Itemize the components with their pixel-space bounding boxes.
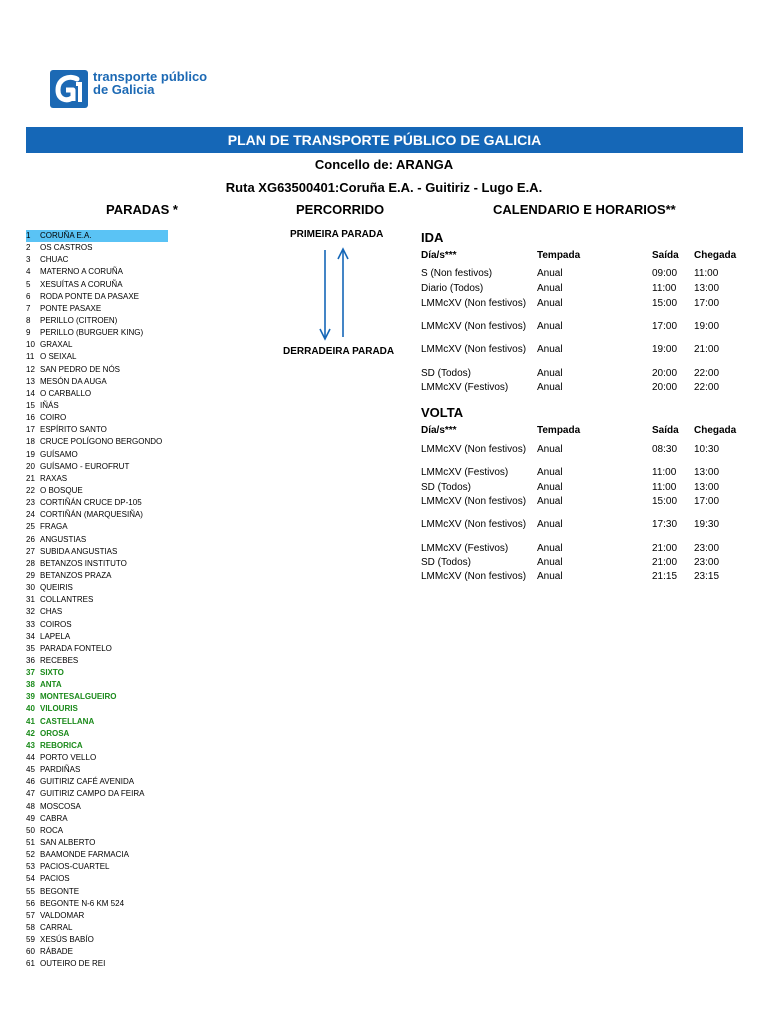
stop-number: 8: [26, 315, 31, 325]
season-cell: Anual: [537, 298, 563, 309]
stop-name: PORTO VELLO: [40, 753, 97, 763]
schedule-row: [0, 496, 768, 508]
days-cell: LMMcXV (Non festivos): [421, 298, 527, 309]
season-cell: Anual: [537, 368, 563, 379]
stop-name: GUÍSAMO: [40, 449, 78, 459]
stop-number: 54: [26, 874, 35, 884]
departure-cell: 20:00: [652, 368, 678, 379]
stop-name: BEGONTE: [40, 886, 80, 896]
days-cell: SD (Todos): [421, 482, 472, 493]
volta-col-chegada: Chegada: [694, 425, 737, 436]
stop-name: SUBIDA ANGUSTIAS: [40, 546, 118, 556]
arrival-cell: 13:00: [694, 283, 720, 294]
stop-name: CARRAL: [40, 923, 73, 933]
stop-name: REBORICA: [40, 740, 83, 750]
stop-name: SAN PEDRO DE NÓS: [40, 364, 121, 374]
stop-name: COIROS: [40, 619, 72, 629]
stop-item: [26, 716, 168, 728]
season-cell: Anual: [537, 557, 563, 568]
season-cell: Anual: [537, 571, 563, 582]
arrival-cell: 13:00: [694, 467, 720, 478]
days-cell: LMMcXV (Non festivos): [421, 344, 527, 355]
stop-number: 1: [26, 231, 31, 240]
stop-number: 19: [26, 449, 35, 459]
stop-name: O SEIXAL: [40, 352, 77, 362]
ida-col-dias: Día/s***: [421, 250, 457, 261]
arrival-cell: 11:00: [694, 268, 719, 279]
stop-number: 23: [26, 498, 35, 508]
departure-cell: 20:00: [652, 382, 678, 393]
days-cell: LMMcXV (Non festivos): [421, 321, 527, 332]
stop-name: MESÓN DA AUGA: [40, 376, 107, 386]
stop-item: [26, 886, 168, 898]
stop-name: XESÚS BABÍO: [40, 935, 94, 945]
stop-name: LAPELA: [40, 631, 71, 641]
stop-name: ANGUSTIAS: [40, 534, 87, 544]
stop-item: [26, 740, 168, 752]
days-cell: SD (Todos): [421, 557, 472, 568]
stop-item: [26, 764, 168, 776]
departure-cell: 09:00: [652, 268, 678, 279]
last-stop-label: DERRADEIRA PARADA: [283, 346, 395, 357]
season-cell: Anual: [537, 321, 563, 332]
days-cell: LMMcXV (Non festivos): [421, 571, 527, 582]
stop-number: 15: [26, 400, 35, 410]
stop-name: COIRO: [40, 413, 67, 423]
stop-name: VALDOMAR: [40, 910, 85, 920]
stop-number: 57: [26, 910, 35, 920]
stop-name: RÁBADE: [40, 947, 73, 957]
stop-number: 27: [26, 546, 35, 556]
logo-text: [93, 70, 207, 96]
stop-name: CASTELLANA: [40, 716, 95, 726]
stop-number: 10: [26, 340, 35, 350]
stop-item: [26, 606, 168, 618]
arrival-cell: 17:00: [694, 496, 720, 507]
season-cell: Anual: [537, 543, 563, 554]
schedule-row: [0, 268, 768, 280]
stop-name: COLLANTRES: [40, 595, 94, 605]
stop-number: 49: [26, 813, 35, 823]
stop-name: BETANZOS INSTITUTO: [40, 558, 127, 568]
calendario-header: CALENDARIO E HORARIOS**: [493, 202, 676, 217]
stop-item: [26, 898, 168, 910]
stop-number: 28: [26, 558, 35, 568]
stop-name: OROSA: [40, 728, 70, 738]
stop-name: OUTEIRO DE REI: [40, 959, 106, 969]
stop-number: 41: [26, 716, 35, 726]
departure-cell: 21:15: [652, 571, 678, 582]
departure-cell: 15:00: [652, 298, 678, 309]
stop-name: GUITIRIZ CAMPO DA FEIRA: [40, 789, 145, 799]
stop-name: CHAS: [40, 607, 63, 617]
stop-item: [26, 412, 168, 424]
days-cell: LMMcXV (Festivos): [421, 382, 509, 393]
days-cell: LMMcXV (Festivos): [421, 467, 509, 478]
ida-title: IDA: [421, 230, 444, 245]
stop-name: CORUÑA E.A.: [40, 231, 92, 240]
arrival-cell: 19:30: [694, 519, 720, 530]
days-cell: LMMcXV (Festivos): [421, 543, 509, 554]
stop-number: 53: [26, 862, 35, 872]
stop-number: 44: [26, 753, 35, 763]
ida-col-chegada: Chegada: [694, 250, 737, 261]
stop-name: CABRA: [40, 813, 68, 823]
stop-name: MONTESALGUEIRO: [40, 692, 117, 702]
schedule-row: [0, 557, 768, 569]
stop-name: PONTE PASAXE: [40, 303, 102, 313]
concello-title: Concello de: ARANGA: [314, 157, 454, 172]
stop-name: QUEIRIS: [40, 583, 73, 593]
stop-number: 2: [26, 243, 31, 253]
stop-item: [26, 594, 168, 606]
stop-number: 52: [26, 850, 35, 860]
departure-cell: 15:00: [652, 496, 678, 507]
stop-number: 34: [26, 631, 35, 641]
stop-number: 50: [26, 825, 35, 835]
stop-item: [26, 655, 168, 667]
stop-item: [26, 643, 168, 655]
arrival-cell: 10:30: [694, 444, 720, 455]
stop-name: RECEBES: [40, 655, 79, 665]
stop-number: 5: [26, 279, 31, 289]
schedule-row: [0, 382, 768, 394]
days-cell: LMMcXV (Non festivos): [421, 496, 527, 507]
stop-number: 37: [26, 668, 35, 678]
stop-item: [26, 400, 168, 412]
first-stop-label: PRIMEIRA PARADA: [290, 229, 384, 240]
stop-number: 24: [26, 510, 35, 520]
stop-item: [26, 230, 168, 242]
stop-item: [26, 946, 168, 958]
stop-item: [26, 752, 168, 764]
departure-cell: 21:00: [652, 557, 678, 568]
stop-number: 30: [26, 583, 35, 593]
stop-item: [26, 728, 168, 740]
arrival-cell: 23:00: [694, 543, 720, 554]
departure-cell: 08:30: [652, 444, 678, 455]
stop-number: 42: [26, 728, 35, 738]
schedule-row: [0, 519, 768, 531]
season-cell: Anual: [537, 444, 563, 455]
stop-number: 46: [26, 777, 35, 787]
stop-item: [26, 691, 168, 703]
stop-number: 11: [26, 352, 35, 362]
stop-name: CHUAC: [40, 255, 69, 265]
stop-number: 33: [26, 619, 35, 629]
days-cell: Diario (Todos): [421, 283, 484, 294]
schedule-row: [0, 344, 768, 356]
stop-number: 48: [26, 801, 35, 811]
stop-item: [26, 667, 168, 679]
paradas-header: PARADAS *: [106, 202, 178, 217]
arrival-cell: 21:00: [694, 344, 720, 355]
stop-number: 35: [26, 643, 35, 653]
stop-name: RAXAS: [40, 473, 68, 483]
departure-cell: 21:00: [652, 543, 678, 554]
volta-col-dias: Día/s***: [421, 425, 457, 436]
logo-line-2: de Galicia: [93, 82, 155, 97]
stop-number: 45: [26, 765, 35, 775]
stop-number: 58: [26, 923, 35, 933]
departure-cell: 17:00: [652, 321, 678, 332]
stop-name: ESPÍRITO SANTO: [40, 425, 107, 435]
arrival-cell: 17:00: [694, 298, 720, 309]
stop-item: [26, 582, 168, 594]
stop-name: ANTA: [40, 680, 62, 690]
stop-item: [26, 703, 168, 715]
schedule-row: [0, 444, 768, 456]
schedule-row: [0, 283, 768, 295]
stop-name: GUITIRIZ CAFÉ AVENIDA: [40, 777, 135, 787]
stop-name: BAAMONDE FARMACIA: [40, 850, 129, 860]
stop-item: [26, 813, 168, 825]
stop-number: 14: [26, 388, 35, 398]
stop-number: 59: [26, 935, 35, 945]
stop-name: CRUCE POLÍGONO BERGONDO: [40, 437, 163, 447]
stop-item: [26, 934, 168, 946]
stop-number: 20: [26, 461, 35, 471]
stop-number: 17: [26, 425, 35, 435]
stop-name: PACIOS: [40, 874, 70, 884]
season-cell: Anual: [537, 482, 563, 493]
stop-number: 22: [26, 485, 35, 495]
stop-name: PACIOS-CUARTEL: [40, 862, 110, 872]
stop-item: [26, 254, 168, 266]
departure-cell: 19:00: [652, 344, 678, 355]
arrival-cell: 19:00: [694, 321, 720, 332]
stop-name: IÑÁS: [40, 400, 59, 410]
stop-number: 3: [26, 255, 31, 265]
stop-number: 61: [26, 959, 35, 969]
days-cell: LMMcXV (Non festivos): [421, 519, 527, 530]
stop-number: 36: [26, 655, 35, 665]
stop-number: 38: [26, 680, 35, 690]
stop-number: 6: [26, 291, 31, 301]
stop-name: PERILLO (BURGUER KING): [40, 328, 144, 338]
stop-name: VILOURIS: [40, 704, 78, 714]
transport-logo-icon: [50, 70, 88, 108]
percorrido-header: PERCORRIDO: [296, 202, 385, 217]
stop-number: 51: [26, 838, 35, 848]
stop-name: PARDIÑAS: [40, 765, 81, 775]
season-cell: Anual: [537, 283, 563, 294]
stop-number: 55: [26, 886, 35, 896]
stop-number: 31: [26, 595, 35, 605]
stop-number: 47: [26, 789, 35, 799]
stop-name: CORTIÑÁN (MARQUESIÑA): [40, 510, 143, 520]
stop-number: 18: [26, 437, 35, 447]
stop-number: 9: [26, 328, 31, 338]
days-cell: LMMcXV (Non festivos): [421, 444, 527, 455]
stop-number: 13: [26, 376, 35, 386]
stop-name: FRAGA: [40, 522, 68, 532]
stop-name: RODA PONTE DA PASAXE: [40, 291, 139, 301]
stop-item: [26, 861, 168, 873]
stop-item: [26, 242, 168, 254]
stop-item: [26, 679, 168, 691]
stop-name: SIXTO: [40, 668, 64, 678]
stop-number: 40: [26, 704, 35, 714]
schedule-row: [0, 571, 768, 583]
logo-line-1: transporte público: [93, 69, 208, 84]
stop-number: 4: [26, 267, 31, 277]
arrival-cell: 22:00: [694, 368, 720, 379]
schedule-row: [0, 543, 768, 555]
stop-number: 7: [26, 303, 31, 313]
stop-item: [26, 910, 168, 922]
plan-banner: PLAN DE TRANSPORTE PÚBLICO DE GALICIA: [26, 127, 743, 153]
stop-name: XESUÍTAS A CORUÑA: [40, 279, 123, 289]
stop-number: 56: [26, 898, 35, 908]
days-cell: SD (Todos): [421, 368, 472, 379]
stop-name: MOSCOSA: [40, 801, 81, 811]
stop-name: BEGONTE N-6 KM 524: [40, 898, 125, 908]
stop-name: ROCA: [40, 825, 64, 835]
stop-number: 60: [26, 947, 35, 957]
stop-name: PARADA FONTELO: [40, 643, 112, 653]
schedule-row: [0, 467, 768, 479]
stop-item: [26, 788, 168, 800]
arrival-cell: 13:00: [694, 482, 720, 493]
volta-col-tempada: Tempada: [537, 425, 581, 436]
schedule-row: [0, 321, 768, 333]
departure-cell: 11:00: [652, 482, 677, 493]
stop-item: [26, 619, 168, 631]
season-cell: Anual: [537, 496, 563, 507]
season-cell: Anual: [537, 344, 563, 355]
stop-number: 26: [26, 534, 35, 544]
stop-name: SAN ALBERTO: [40, 838, 96, 848]
volta-title: VOLTA: [421, 405, 464, 420]
stop-number: 39: [26, 692, 35, 702]
stop-number: 43: [26, 740, 35, 750]
stop-item: [26, 776, 168, 788]
stop-number: 32: [26, 607, 35, 617]
stop-name: OS CASTROS: [40, 243, 93, 253]
ida-col-saida: Saída: [652, 250, 679, 261]
stop-name: CORTIÑÁN CRUCE DP-105: [40, 498, 142, 508]
season-cell: Anual: [537, 519, 563, 530]
arrival-cell: 23:15: [694, 571, 720, 582]
stop-number: 25: [26, 522, 35, 532]
stop-name: PERILLO (CITROEN): [40, 315, 118, 325]
stop-name: GUÍSAMO - EUROFRUT: [40, 461, 130, 471]
route-title: Ruta XG63500401:Coruña E.A. - Guitiriz - Lugo E.A.: [225, 180, 543, 195]
stop-name: O CARBALLO: [40, 388, 92, 398]
stop-item: [26, 424, 168, 436]
arrival-cell: 23:00: [694, 557, 720, 568]
schedule-row: [0, 482, 768, 494]
stop-item: [26, 631, 168, 643]
stops-list: [26, 230, 168, 971]
schedule-row: [0, 368, 768, 380]
season-cell: Anual: [537, 382, 563, 393]
stop-number: 16: [26, 413, 35, 423]
stop-item: [26, 825, 168, 837]
departure-cell: 17:30: [652, 519, 678, 530]
stop-name: MATERNO A CORUÑA: [40, 267, 123, 277]
stop-number: 12: [26, 364, 35, 374]
stop-number: 21: [26, 473, 35, 483]
stop-item: [26, 801, 168, 813]
stop-item: [26, 922, 168, 934]
days-cell: S (Non festivos): [421, 268, 493, 279]
departure-cell: 11:00: [652, 283, 677, 294]
ida-col-tempada: Tempada: [537, 250, 581, 261]
stop-name: GRAXAL: [40, 340, 73, 350]
stop-item: [26, 837, 168, 849]
arrival-cell: 22:00: [694, 382, 720, 393]
season-cell: Anual: [537, 268, 563, 279]
departure-cell: 11:00: [652, 467, 677, 478]
stop-item: [26, 958, 168, 970]
stop-number: 29: [26, 570, 35, 580]
season-cell: Anual: [537, 467, 563, 478]
stop-name: BETANZOS PRAZA: [40, 570, 112, 580]
stop-item: [26, 849, 168, 861]
volta-col-saida: Saída: [652, 425, 679, 436]
stop-item: [26, 873, 168, 885]
stop-name: O BOSQUE: [40, 485, 83, 495]
schedule-row: [0, 298, 768, 310]
